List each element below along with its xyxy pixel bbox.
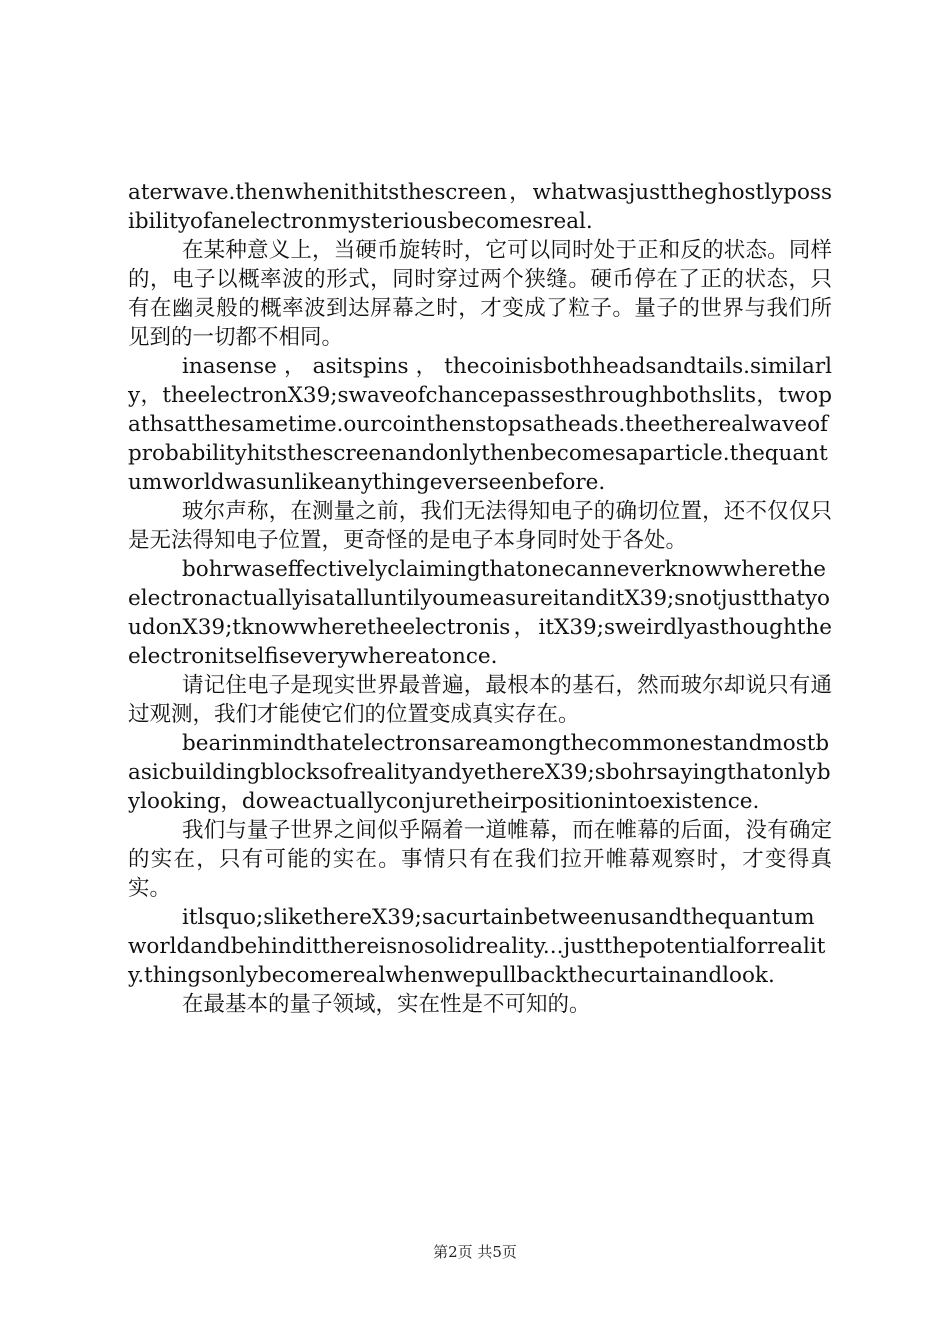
paragraph-3: inasense，asitspins，thecoinisbothheadsandtails.similarly，theelectronX39;swaveofchancepassesthroughbothslits，twopathsatthesametime.ourcointhenstopsatheads.theetherealwaveofprobabilityhitsthescreenandonlythenbecomesaparticle.thequantumworldwasunlikeanythingeverseenbefore. [128,354,832,495]
paragraph-1: aterwave.thenwhenithitsthescreen，whatwasjusttheghostlypossibilityofanelectronmysteriousbecomesreal. [128,180,832,234]
page-footer [0,1240,950,1264]
paragraph-4: 玻尔声称，在测量之前，我们无法得知电子的确切位置，还不仅仅只是无法得知电子位置，更奇怪的是电子本身同时处于各处。 [128,499,832,553]
document-body [128,178,832,1019]
page-number-label: 第2页 共5页 [433,1243,517,1261]
paragraph-2: 在某种意义上，当硬币旋转时，它可以同时处于正和反的状态。同样的，电子以概率波的形式，同时穿过两个狭缝。硬币停在了正的状态，只有在幽灵般的概率波到达屏幕之时，才变成了粒子。量子的世界与我们所见到的一切都不相同。 [128,238,832,350]
paragraph-7: bearinmindthatelectronsareamongthecommonestandmostbasicbuildingblocksofrealityandyethereX39;sbohrsayingthatonlybylooking，doweactuallyconjuretheirpositionintoexistence. [128,731,831,814]
paragraph-6: 请记住电子是现实世界最普遍，最根本的基石，然而玻尔却说只有通过观测，我们才能使它们的位置变成真实存在。 [128,673,832,727]
paragraph-10: 在最基本的量子领域，实在性是不可知的。 [182,992,591,1017]
paragraph-8: 我们与量子世界之间似乎隔着一道帷幕，而在帷幕的后面，没有确定的实在，只有可能的实在。事情只有在我们拉开帷幕观察时，才变得真实。 [128,818,832,901]
paragraph-9: itlsquo;slikethereX39;sacurtainbetweenusandthequantumworldandbehinditthereisnosolidreality...justthepotentialforreality.thingsonlybecomerealwhenwepullbackthecurtainandlook. [128,905,826,988]
paragraph-5: bohrwaseffectivelyclaimingthatonecanneverknowwheretheelectronactuallyisatalluntilyoumeasureitanditX39;snotjustthatyoudonX39;tknowwheretheelectronis，itX39;sweirdlyasthoughtheelectronitselfiseverywhereatonce. [128,557,832,669]
